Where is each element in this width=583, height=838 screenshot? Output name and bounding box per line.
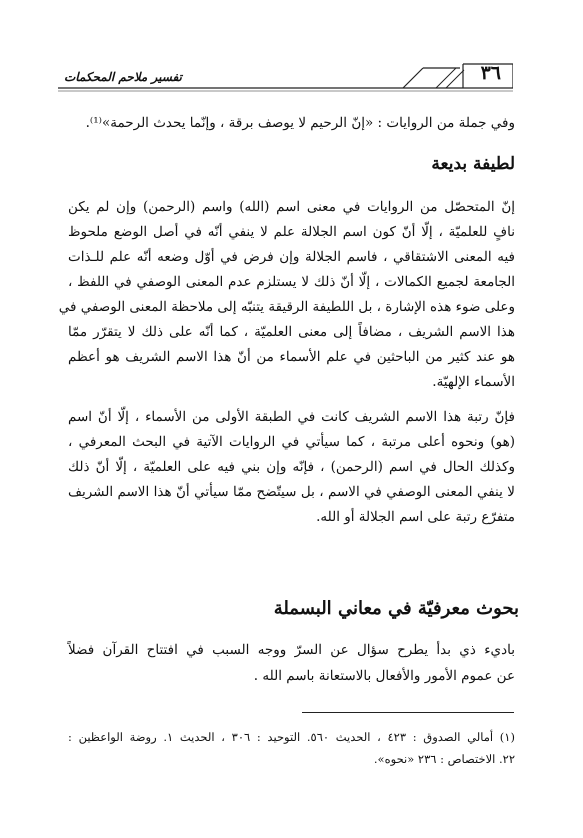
text-line: وعلى ضوء هذه الإشارة ، بل اللطيفة الرقيقة يتنبّه إلى ملاحظة المعنى الوصفي في — [58, 299, 515, 315]
text-line: باديء ذي بدأ يطرح سؤال عن السرّ ووجه السبب في افتتاح القرآن فضلاً — [68, 642, 515, 658]
text-line: وكذلك الحال في اسم (الرحمن) ، فإنّه وإن بني فيه على العلميّة ، إلّا أنّ ذلك — [68, 459, 515, 475]
footnote-divider — [302, 712, 514, 713]
text-line: عن عموم الأمور والأفعال بالاستعانة باسم الله . — [253, 668, 515, 684]
page-header — [58, 60, 513, 92]
text-line: الجامعة لجميع الكمالات ، إلّا أنّ ذلك لا يستلزم عدم المعنى الوصفي في اللفظ ، — [68, 274, 515, 290]
text-line: (هو) ونحوه أعلى مرتبة ، كما سيأتي في الروايات الآتية في البحث المعرفي ، — [68, 434, 515, 450]
text-line: إنّ المتحصّل من الروايات في معنى اسم (الله) واسم (الرحمن) وإن لم يكن — [68, 199, 515, 215]
text-line: هو عند كثير من الباحثين في علم الأسماء من أنّ هذا الاسم الشريف هو أعظم — [68, 349, 515, 365]
text-line: نافٍ للعلميّة ، إلّا أنّ كون اسم الجلالة علم لا ينفي أنّه في أصل الوضع ملحوظ — [68, 224, 515, 240]
intro-line: وفي جملة من الروايات : «إنّ الرحيم لا يوصف برقة ، وإنّما يحدث الرحمة»⁽¹⁾. — [85, 115, 515, 131]
text-line: لا ينفي المعنى الوصفي في الاسم ، بل سيتّضح ممّا سيأتي أنّ هذا الاسم الشريف — [68, 484, 515, 500]
page-number: ٣٦ — [480, 62, 501, 84]
text-line: متفرّع رتبة على اسم الجلالة أو الله. — [316, 509, 515, 525]
section-heading: بحوث معرفيّة في معاني البسملة — [273, 598, 519, 619]
text-line: فإنّ رتبة هذا الاسم الشريف كانت في الطبقة الأولى من الأسماء ، إلّا أنّ اسم — [68, 409, 515, 425]
section-heading: لطيفة بديعة — [431, 154, 515, 174]
text-line: فيه المعنى الاشتقاقي ، فاسم الجلالة وإن فرض في أوّل وضعه أنّه علم للـذات — [68, 249, 515, 265]
text-line: هذا الاسم الشريف ، مضافاً إلى معنى العلميّة ، كما أنّه على ذلك لا يتقرّر ممّا — [68, 324, 515, 340]
footnote-line: ٢٢. الاختصاص : ٢٣٦ «نحوه». — [373, 752, 515, 766]
text-line: الأسماء الإلهيّة. — [432, 374, 515, 390]
running-title: تفسير ملاحم المحكمات — [64, 70, 182, 84]
footnote-line: (١) أمالي الصدوق : ٤٢٣ ، الحديث ٥٦٠. التوحيد : ٣٠٦ ، الحديث ١. روضة الواعظين : — [68, 730, 515, 744]
